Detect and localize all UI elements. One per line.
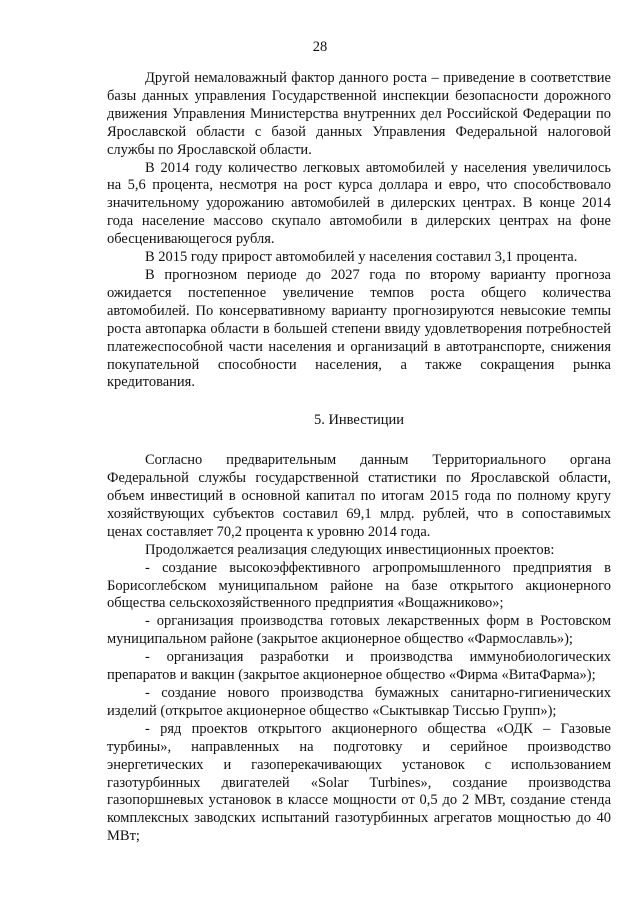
paragraph: В прогнозном периоде до 2027 года по второму варианту прогноза ожидается постепенное увеличение темпов роста общего количества автомобилей. По консервативному варианту прогнозируются невысокие темпы роста автопарка области в большей степени ввиду удовлетворения потребностей платежеспособной части населения и организаций в автотранспорте, снижения покупательной способности населения, а также сокращения рынка кредитования. (107, 266, 611, 391)
list-item: - организация производства готовых лекарственных форм в Ростовском муниципальном районе (закрытое акционерное общество «Фармославль»); (107, 613, 611, 648)
paragraph: В 2015 году прирост автомобилей у населения составил 3,1 процента. (145, 249, 578, 266)
list-item: - организация разработки и производства иммунобиологических препаратов и вакцин (закрытое акционерное общество «Фирма «ВитаФарма»); (107, 649, 611, 684)
paragraph: Согласно предварительным данным Территориального органа Федеральной службы государственной статистики по Ярославской области, объем инвестиций в основной капитал по итогам 2015 года по полному кругу хозяйствующих субъектов составил 69,1 млрд. рублей, что в сопоставимых ценах составляет 70,2 процента к уровню 2014 года. (107, 452, 611, 540)
section-heading: 5. Инвестиции (313, 412, 405, 429)
list-item: - создание нового производства бумажных санитарно-гигиенических изделий (открытое акционерное общество «Сыктывкар Тиссью Групп»); (107, 685, 611, 719)
paragraph: В 2014 году количество легковых автомобилей у населения увеличилось на 5,6 процента, несмотря на рост курса доллара и евро, что способствовало значительному удорожанию автомобилей в дилерских центрах. В конце 2014 года население массово скупало автомобили в дилерских центрах на фоне обесценивающегося рубля. (107, 159, 611, 248)
page-number: 28 (312, 39, 328, 55)
paragraph: Продолжается реализация следующих инвестиционных проектов: (145, 541, 555, 558)
list-item: - создание высокоэффективного агропромышленного предприятия в Борисоглебском муниципальном районе на базе открытого акционерного общества сельскохозяйственного предприятия «Вощажниково»; (107, 559, 611, 612)
paragraph: Другой немаловажный фактор данного роста – приведение в соответствие базы данных управления Государственной инспекции безопасности дорожного движения Управления Министерства внутренних дел Российской Федерации по Ярославской области с базой данных Управления Федеральной налоговой службы по Ярославской области. (107, 70, 611, 158)
document-body (107, 70, 611, 846)
list-item: - ряд проектов открытого акционерного общества «ОДК – Газовые турбины», направленных на подготовку и серийное производство энергетических и газоперекачивающих установок с использованием газотурбинных двигателей «Solar Turbines», создание производства газопоршневых установок в классе мощности от 0,5 до 2 МВт, создание стенда комплексных заводских испытаний газотурбинных агрегатов мощностью до 40 МВт; (107, 720, 611, 845)
